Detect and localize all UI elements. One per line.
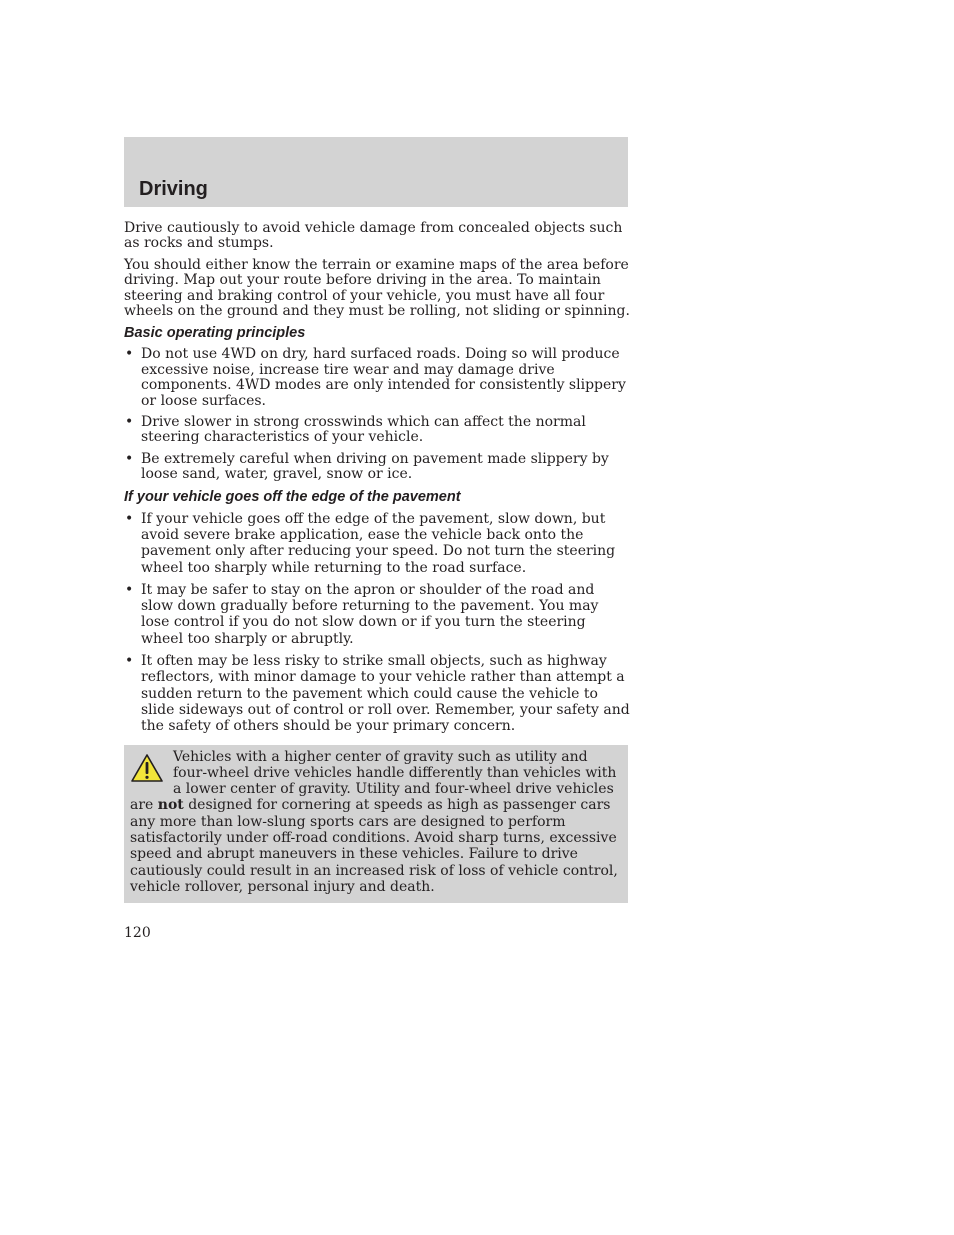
basic-principles-heading: Basic operating principles (124, 325, 306, 342)
warning-emphasis: not (157, 797, 184, 814)
section-header (124, 137, 628, 207)
list-item: • If your vehicle goes off the edge of the pavement, slow down, but avoid severe brake application, ease the vehicle back onto the pavement only after reducing your speed. Do not turn the steering wheel too sharply while returning to the road surface. (124, 511, 630, 576)
page-number: 120 (124, 925, 151, 941)
list-item: • Be extremely careful when driving on pavement made slippery by loose sand, water, gravel, snow or ice. (124, 452, 630, 483)
page-content (124, 221, 630, 903)
list-item: • It may be safer to stay on the apron or shoulder of the road and slow down gradually before returning to the pavement. You may lose control if you do not slow down or if you turn the steering wheel too sharply or abruptly. (124, 582, 630, 647)
off-pavement-heading: If your vehicle goes off the edge of the pavement (124, 488, 461, 505)
list-item: • Do not use 4WD on dry, hard surfaced roads. Doing so will produce excessive noise, increase tire wear and may damage drive components. 4WD modes are only intended for consistently slippery or loose surfaces. (124, 347, 630, 409)
intro-paragraph-1: Drive cautiously to avoid vehicle damage from concealed objects such as rocks and stumps. (124, 220, 623, 252)
list-item: • Drive slower in strong crosswinds which can affect the normal steering characteristics of your vehicle. (124, 415, 630, 446)
warning-text: Vehicles with a higher center of gravity such as utility and four-wheel drive vehicles handle differently than vehicles with a lower center of gravity. Utility and four-wheel drive vehicles are not designed for cornering at speeds as high as passenger cars any more than low-slung sports cars are designed to perform satisfactorily under off-road conditions. Avoid sharp turns, excessive speed and abrupt maneuvers in these vehicles. Failure to drive cautiously could result in an increased risk of loss of vehicle control, vehicle rollover, personal injury and death. (130, 748, 618, 895)
off-pavement-list (124, 511, 630, 735)
list-item: • It often may be less risky to strike small objects, such as highway reflectors, with minor damage to your vehicle rather than attempt a sudden return to the pavement which could cause the vehicle to slide sideways out of control or roll over. Remember, your safety and the safety of others should be your primary concern. (124, 653, 630, 734)
section-title: Driving (139, 178, 208, 200)
warning-triangle-icon (130, 753, 164, 783)
intro-paragraph-2: You should either know the terrain or examine maps of the area before driving. Map out your route before driving in the area. To maintain steering and braking control of your vehicle, you must have all four wheels on the ground and they must be rolling, not sliding or spinning. (124, 256, 630, 320)
basic-principles-list (124, 347, 630, 482)
warning-box (124, 745, 628, 904)
